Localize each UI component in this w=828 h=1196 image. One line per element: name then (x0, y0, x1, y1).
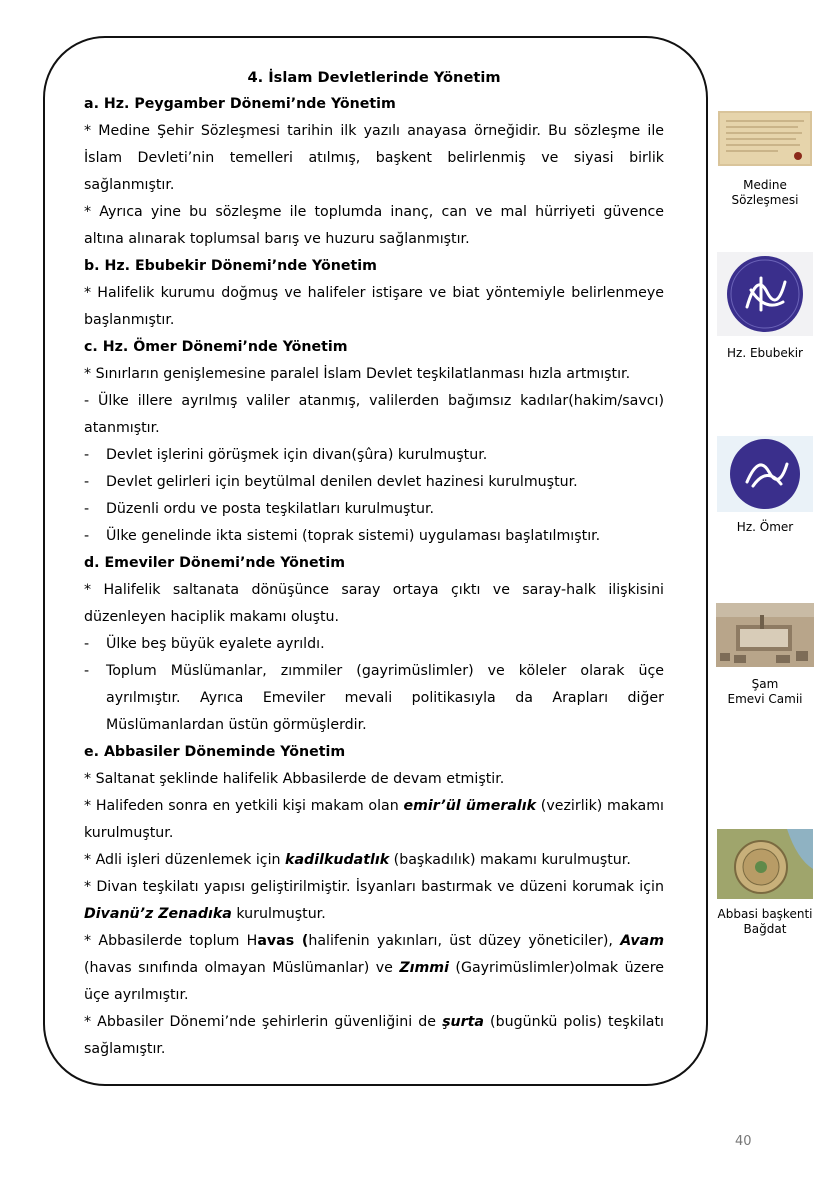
sidebar-omer (712, 436, 818, 535)
list-item: - Devlet gelirleri için beytülmal denilen devlet hazinesi kurulmuştur. (84, 474, 578, 490)
list-item: - Ülke beş büyük eyalete ayrıldı. (84, 636, 325, 652)
section-e-paragraph-1: * Saltanat şeklinde halifelik Abbasilerde de devam etmiştir. (84, 771, 505, 787)
sidebar-ebubekir (712, 252, 818, 361)
section-a-paragraph-2: * Ayrıca yine bu sözleşme ile toplumda inanç, can ve mal hürriyeti güvence altına alınarak toplumsal barış ve huzuru sağlanmıştır. (84, 204, 664, 247)
section-e-paragraph-5: * Abbasilerde toplum Havas (halifenin yakınları, üst düzey yöneticiler), Avam (havas sınıfında olmayan Müslümanlar) ve Zımmi (Gayrimüslimler)olmak üzere üçe ayrılmıştır. (84, 933, 664, 1003)
section-e-paragraph-4: * Divan teşkilatı yapısı geliştirilmiştir. İsyanları bastırmak ve düzeni korumak için Divanü’z Zenadıka kurulmuştur. (84, 879, 664, 922)
emevi-mosque-image (716, 603, 814, 667)
medine-document-image (718, 111, 812, 166)
caption-bagdat-1: Abbasi başkenti (717, 907, 813, 921)
section-b-heading: b. Hz. Ebubekir Dönemi’nde Yönetim (84, 258, 377, 274)
emphasis-term: Avam (620, 933, 664, 949)
caption-omer: Hz. Ömer (736, 520, 794, 534)
page-title: 4. İslam Devletlerinde Yönetim (247, 69, 501, 86)
list-item: - Toplum Müslümanlar, zımmiler (gayrimüslimler) ve köleler olarak üçe ayrılmıştır. Ayrıca Emeviler mevali politikasıyla da Arapları diğer Müslümanlardan üstün görmüşlerdir. (84, 663, 664, 733)
section-c-heading: c. Hz. Ömer Dönemi’nde Yönetim (84, 339, 348, 355)
section-d-heading: d. Emeviler Dönemi’nde Yönetim (84, 555, 346, 571)
emphasis-term: emir’ül ümeralık (403, 798, 537, 814)
sidebar-sam (712, 603, 818, 707)
emphasis-term: kadilkudatlık (285, 852, 390, 868)
caption-medine-1: Medine (743, 178, 787, 192)
ebubekir-calligraphy-image (717, 252, 813, 336)
section-c-paragraph-2: - Ülke illere ayrılmış valiler atanmış, valilerden bağımsız kadılar(hakim/savcı) atanmıştır. (84, 393, 664, 436)
section-c-paragraph-1: * Sınırların genişlemesine paralel İslam Devlet teşkilatlanması hızla artmıştır. (84, 366, 631, 382)
sidebar-medine (712, 111, 818, 208)
main-content (84, 64, 664, 1063)
section-e-paragraph-6: * Abbasiler Dönemi’nde şehirlerin güvenliğini de şurta (bugünkü polis) teşkilatı sağlamıştır. (84, 1014, 664, 1057)
sidebar-bagdat (712, 829, 818, 937)
section-a-heading: a. Hz. Peygamber Dönemi’nde Yönetim (84, 96, 396, 112)
caption-medine-2: Sözleşmesi (731, 193, 799, 207)
section-e-paragraph-2: * Halifeden sonra en yetkili kişi makam olan emir’ül ümeralık (vezirlik) makamı kurulmuştur. (84, 798, 664, 841)
bagdat-city-image (717, 829, 813, 899)
page-number: 40 (735, 1134, 752, 1149)
emphasis-term: şurta (442, 1014, 484, 1030)
emphasis-term: avas ( (257, 933, 309, 949)
list-item: - Ülke genelinde ikta sistemi (toprak sistemi) uygulaması başlatılmıştır. (84, 528, 601, 544)
list-item: - Devlet işlerini görüşmek için divan(şûra) kurulmuştur. (84, 447, 488, 463)
list-item: - Düzenli ordu ve posta teşkilatları kurulmuştur. (84, 501, 435, 517)
caption-sam-1: Şam (751, 677, 779, 691)
section-b-paragraph-1: * Halifelik kurumu doğmuş ve halifeler istişare ve biat yöntemiyle belirlenmeye başlanmıştır. (84, 285, 664, 328)
caption-sam-2: Emevi Camii (727, 692, 803, 706)
caption-ebubekir: Hz. Ebubekir (727, 346, 803, 360)
caption-bagdat-2: Bağdat (743, 922, 787, 936)
emphasis-term: Divanü’z Zenadıka (84, 906, 232, 922)
section-a-paragraph-1: * Medine Şehir Sözleşmesi tarihin ilk yazılı anayasa örneğidir. Bu sözleşme ile İslam Devleti’nin temelleri atılmış, başkent belirlenmiş ve siyasi birlik sağlanmıştır. (84, 123, 664, 193)
emphasis-term: Zımmi (399, 960, 449, 976)
omer-calligraphy-image (717, 436, 813, 512)
section-e-heading: e. Abbasiler Döneminde Yönetim (84, 744, 346, 760)
section-e-paragraph-3: * Adli işleri düzenlemek için kadilkudatlık (başkadılık) makamı kurulmuştur. (84, 852, 631, 868)
section-d-paragraph-1: * Halifelik saltanata dönüşünce saray ortaya çıktı ve saray-halk ilişkisini düzenleyen haciplik makamı oluştu. (84, 582, 664, 625)
